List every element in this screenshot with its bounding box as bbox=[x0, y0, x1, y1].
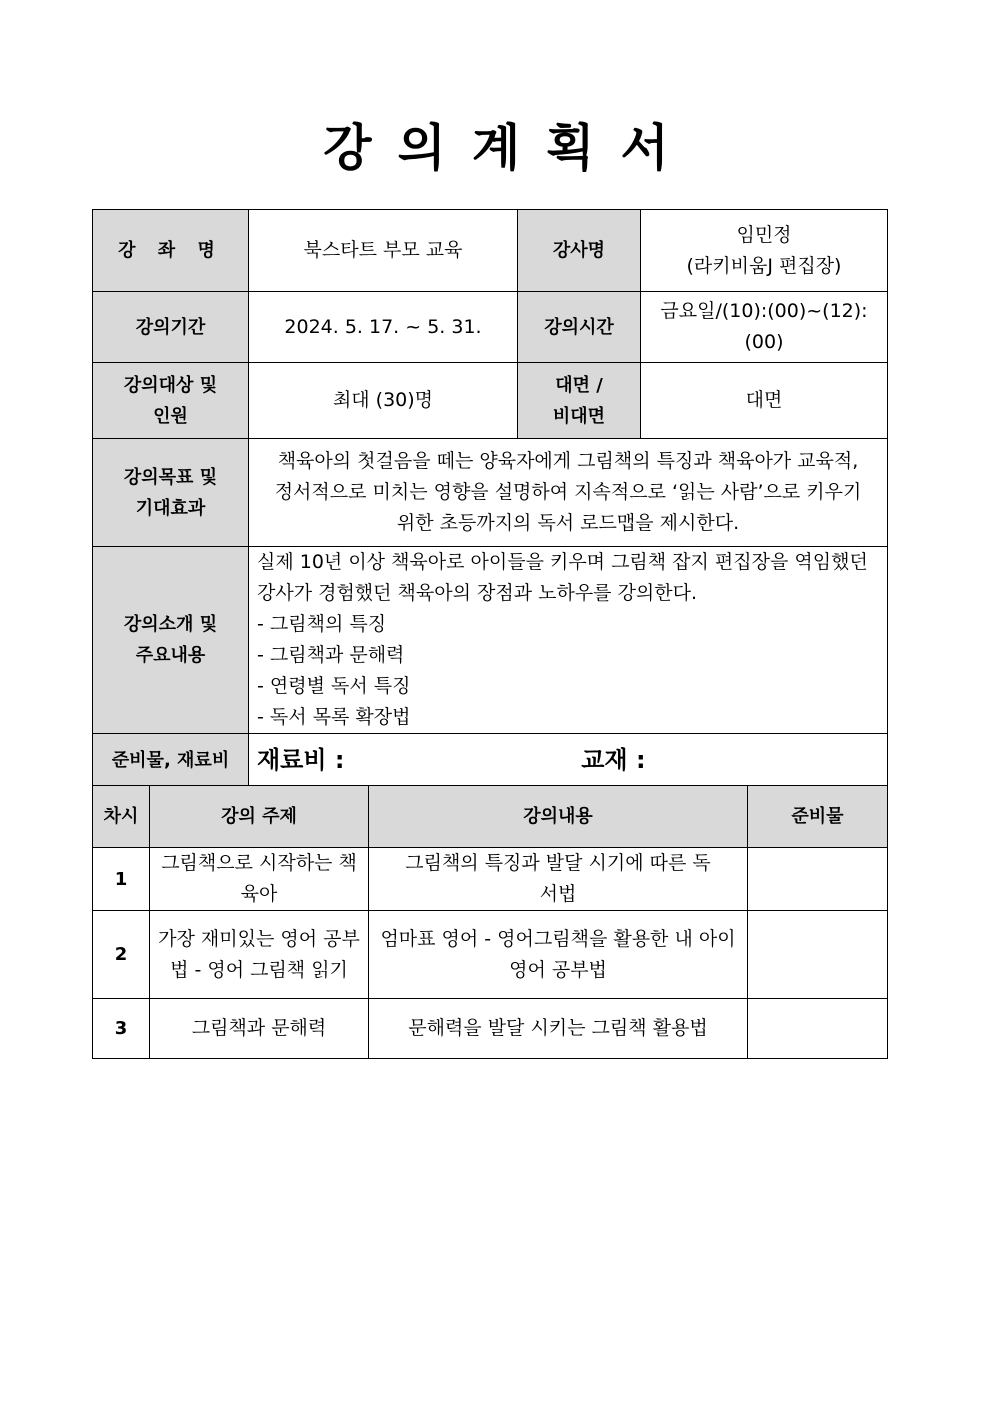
intro-item: - 그림책과 문해력 bbox=[257, 644, 405, 666]
instructor-name: 임민정 bbox=[736, 223, 792, 246]
course-info-table bbox=[92, 209, 888, 788]
session-number: 2 bbox=[93, 911, 150, 999]
target-label: 강의대상 및 인원 bbox=[93, 363, 249, 439]
materials-value bbox=[249, 734, 888, 788]
fee-label: 재료비 : bbox=[257, 746, 345, 774]
goal-value: 책육아의 첫걸음을 떼는 양육자에게 그림책의 특징과 책육아가 교육적, 정서적으로 미치는 영향을 설명하여 지속적으로 ‘읽는 사람’으로 키우기 위한 초등까지의 독서 로드맵을 제시한다. bbox=[249, 439, 888, 547]
intro-item: - 그림책의 특징 bbox=[257, 613, 387, 635]
schedule-header-topic: 강의 주제 bbox=[150, 786, 369, 848]
session-prep bbox=[748, 999, 888, 1059]
session-prep bbox=[748, 848, 888, 911]
session-prep bbox=[748, 911, 888, 999]
instructor-value bbox=[641, 210, 888, 292]
mode-value: 대면 bbox=[641, 363, 888, 439]
materials-label: 준비물, 재료비 bbox=[93, 734, 249, 788]
course-name-label: 강 좌 명 bbox=[93, 210, 249, 292]
goal-label: 강의목표 및 기대효과 bbox=[93, 439, 249, 547]
table-row bbox=[93, 911, 888, 999]
table-row bbox=[93, 848, 888, 911]
intro-item: - 연령별 독서 특징 bbox=[257, 675, 411, 697]
session-number: 3 bbox=[93, 999, 150, 1059]
schedule-header-no: 차시 bbox=[93, 786, 150, 848]
target-value: 최대 (30)명 bbox=[249, 363, 518, 439]
textbook-label: 교재 : bbox=[581, 746, 646, 774]
mode-label: 대면 / 비대면 bbox=[518, 363, 641, 439]
instructor-role: (라키비움J 편집장) bbox=[686, 254, 842, 277]
table-row bbox=[93, 999, 888, 1059]
schedule-table bbox=[92, 785, 888, 1059]
course-name-value: 북스타트 부모 교육 bbox=[249, 210, 518, 292]
intro-content bbox=[249, 547, 888, 734]
time-label: 강의시간 bbox=[518, 292, 641, 363]
session-content: 그림책의 특징과 발달 시기에 따른 독서법 bbox=[369, 848, 748, 911]
time-value: 금요일/(10):(00)~(12):(00) bbox=[641, 292, 888, 363]
period-label: 강의기간 bbox=[93, 292, 249, 363]
session-content: 문해력을 발달 시키는 그림책 활용법 bbox=[369, 999, 748, 1059]
instructor-label: 강사명 bbox=[518, 210, 641, 292]
session-topic: 그림책으로 시작하는 책육아 bbox=[150, 848, 369, 911]
schedule-header-prep: 준비물 bbox=[748, 786, 888, 848]
session-content: 엄마표 영어 - 영어그림책을 활용한 내 아이 영어 공부법 bbox=[369, 911, 748, 999]
document-title: 강의계획서 bbox=[323, 119, 695, 177]
intro-item: - 독서 목록 확장법 bbox=[257, 706, 411, 728]
schedule-header-content: 강의내용 bbox=[369, 786, 748, 848]
session-topic: 그림책과 문해력 bbox=[150, 999, 369, 1059]
period-value: 2024. 5. 17. ~ 5. 31. bbox=[249, 292, 518, 363]
session-topic: 가장 재미있는 영어 공부법 - 영어 그림책 읽기 bbox=[150, 911, 369, 999]
session-number: 1 bbox=[93, 848, 150, 911]
intro-label: 강의소개 및 주요내용 bbox=[93, 547, 249, 734]
intro-text: 실제 10년 이상 책육아로 아이들을 키우며 그림책 잡지 편집장을 역임했던 강사가 경험했던 책육아의 장점과 노하우를 강의한다. bbox=[257, 551, 868, 604]
